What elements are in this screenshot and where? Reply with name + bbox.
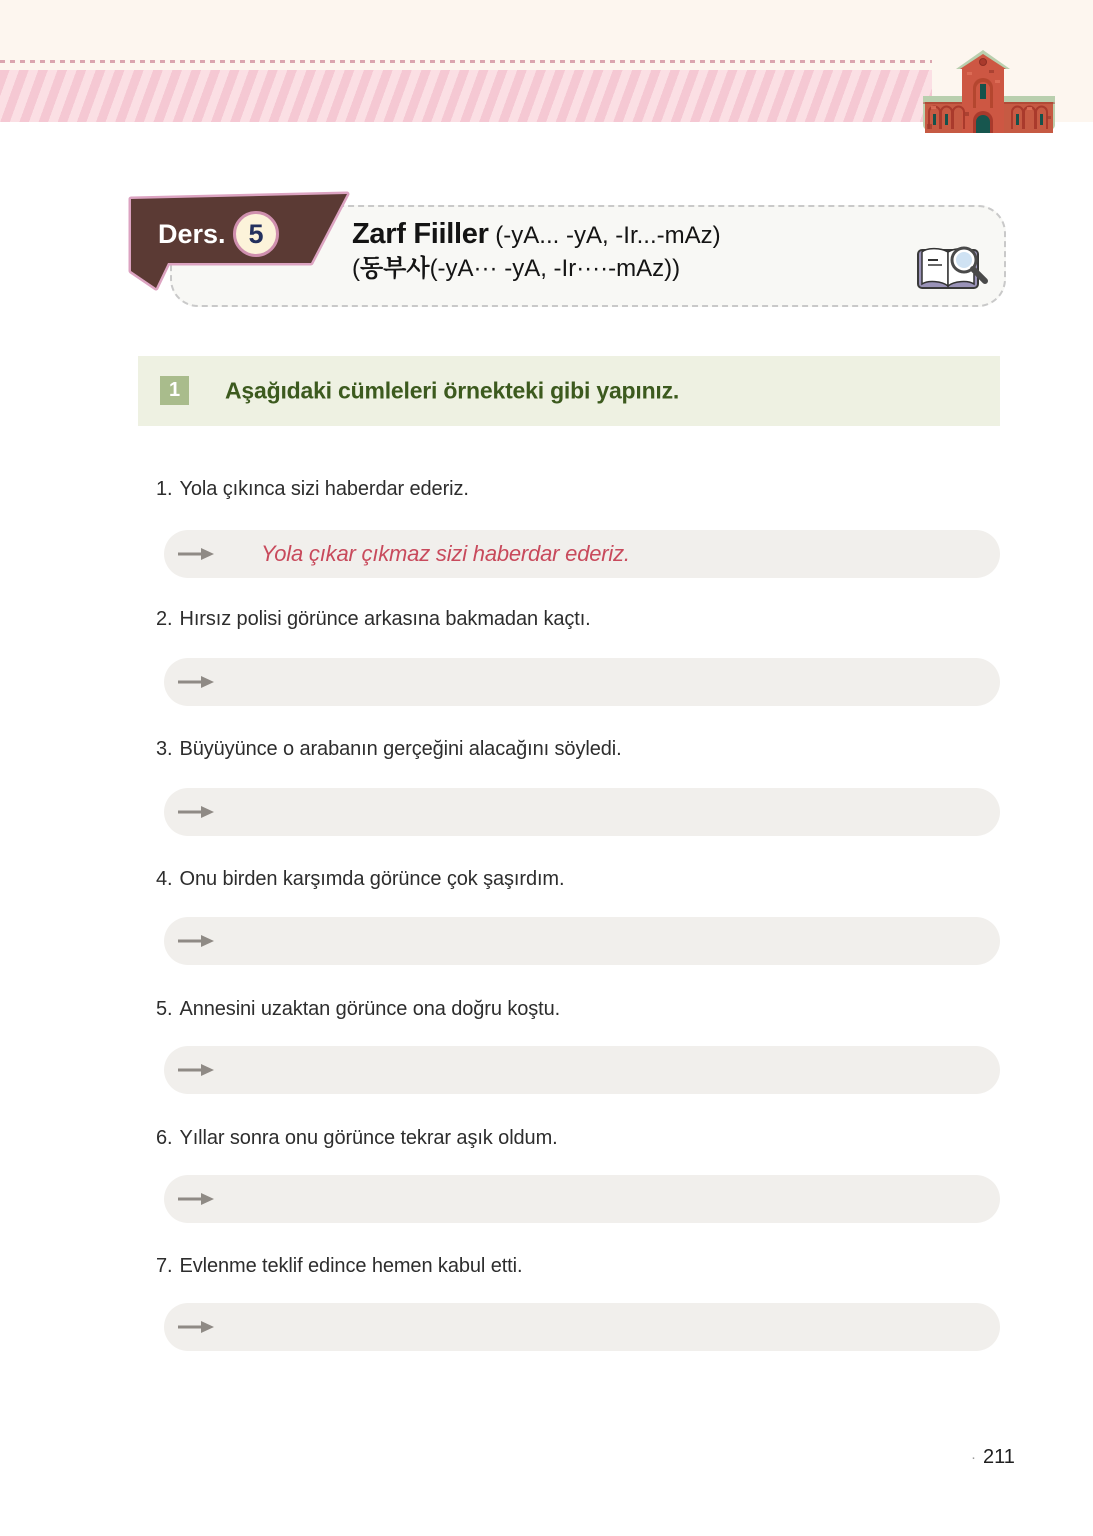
arrow-right-icon <box>177 805 215 819</box>
exercise-sentence-5 <box>156 998 560 1021</box>
lesson-title-bold: Zarf Fiiller <box>352 218 489 250</box>
sentence-number: 3. <box>156 738 173 760</box>
lesson-number-circle <box>233 211 279 257</box>
exercise-sentence-7 <box>156 1255 522 1278</box>
answer-bar-7 <box>164 1303 1000 1351</box>
answer-bar-1 <box>164 530 1000 578</box>
subtitle-open-paren: ( <box>352 255 360 282</box>
instruction-number: 1 <box>168 379 181 401</box>
arrow-right-icon <box>177 1192 215 1206</box>
arrow-right-icon <box>177 547 215 561</box>
instruction-text: Aşağıdaki cümleleri örnekteki gibi yapınız. <box>225 377 680 404</box>
lesson-label: Ders. <box>158 219 226 249</box>
sentence-number: 7. <box>156 1255 173 1277</box>
answer-text: Yola çıkar çıkmaz sizi haberdar ederiz. <box>261 541 630 566</box>
exercise-sentence-2 <box>156 608 591 631</box>
subtitle-params: (-yA··· -yA, -Ir····-mAz)) <box>429 255 681 282</box>
lesson-title <box>352 218 721 285</box>
sentence-text: Evlenme teklif edince hemen kabul etti. <box>179 1255 523 1277</box>
lesson-title-line1 <box>352 218 721 252</box>
page-number-value: 211 <box>983 1446 1015 1468</box>
sentence-text: Yıllar sonra onu görünce tekrar aşık oldum. <box>179 1127 558 1149</box>
sentence-number: 5. <box>156 998 173 1020</box>
sentence-text: Büyüyünce o arabanın gerçeğini alacağını söyledi. <box>179 738 622 760</box>
answer-bar-6 <box>164 1175 1000 1223</box>
sentence-text: Hırsız polisi görünce arkasına bakmadan kaçtı. <box>179 608 591 630</box>
answer-bar-5 <box>164 1046 1000 1094</box>
pink-stripe-band <box>0 70 932 122</box>
lesson-title-params: (-yA... -yA, -Ir...-mAz) <box>495 222 721 249</box>
sentence-text: Yola çıkınca sizi haberdar ederiz. <box>179 478 469 500</box>
answer-bar-3 <box>164 788 1000 836</box>
sentence-number: 1. <box>156 478 173 500</box>
arrow-right-icon <box>177 675 215 689</box>
sentence-number: 2. <box>156 608 173 630</box>
cathedral-illustration-icon <box>923 50 1055 133</box>
arrow-right-icon <box>177 1320 215 1334</box>
exercise-sentence-6 <box>156 1127 558 1150</box>
lesson-subtitle-line2 <box>352 252 721 285</box>
page-number <box>971 1446 1015 1469</box>
exercise-sentence-4 <box>156 868 564 891</box>
instruction-banner <box>138 356 1000 426</box>
dotted-divider <box>0 60 932 63</box>
instruction-number-square <box>160 376 189 405</box>
exercise-sentence-3 <box>156 738 622 761</box>
arrow-right-icon <box>177 1063 215 1077</box>
page-number-dot: · <box>971 1449 976 1466</box>
sentence-text: Annesini uzaktan görünce ona doğru koştu. <box>179 998 561 1020</box>
sentence-number: 6. <box>156 1127 173 1149</box>
subtitle-korean: 동부사 <box>360 255 430 282</box>
sentence-text: Onu birden karşımda görünce çok şaşırdım. <box>179 868 565 890</box>
answer-bar-4 <box>164 917 1000 965</box>
arrow-right-icon <box>177 934 215 948</box>
answer-bar-2 <box>164 658 1000 706</box>
exercise-sentence-1 <box>156 478 469 501</box>
book-magnifier-icon <box>912 238 990 296</box>
sentence-number: 4. <box>156 868 173 890</box>
lesson-number: 5 <box>248 218 264 249</box>
